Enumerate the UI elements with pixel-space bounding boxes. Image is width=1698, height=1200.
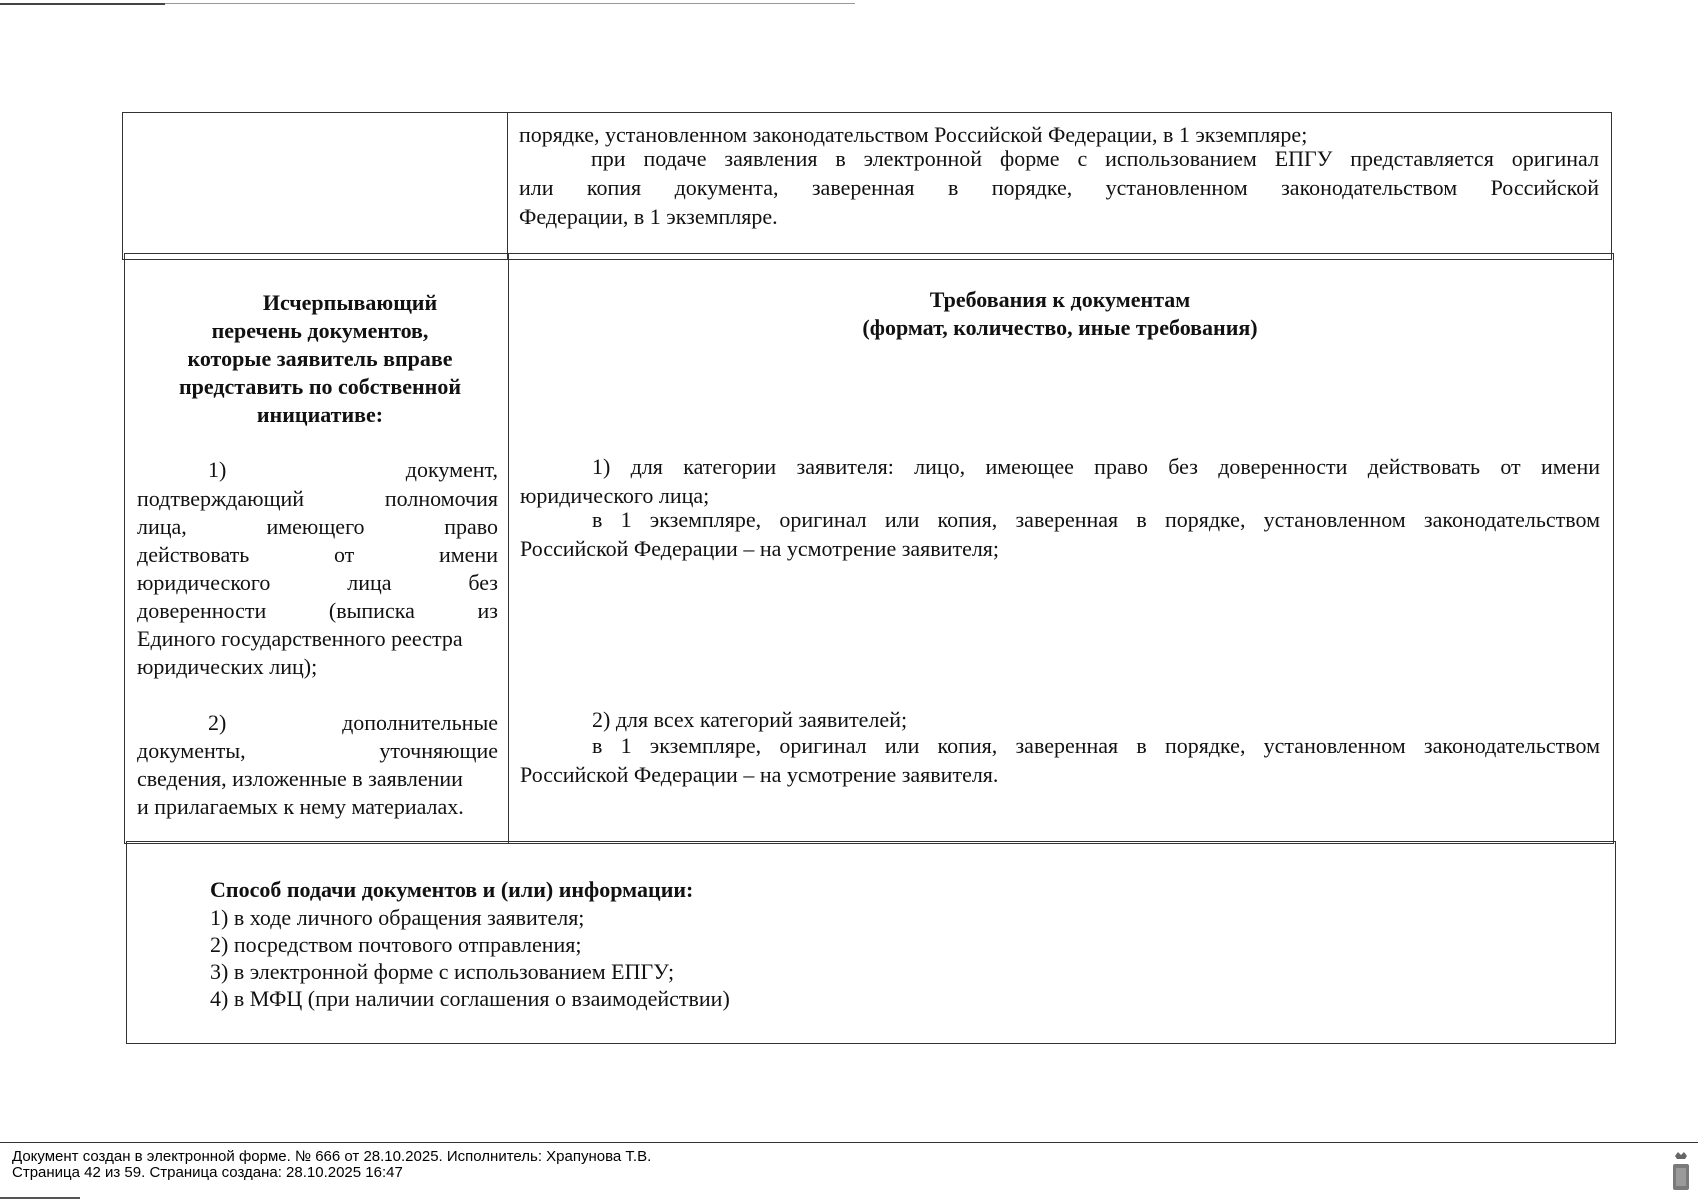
document-footer <box>12 1149 651 1181</box>
submission-method-item: 3) в электронной форме с использованием ЕПГУ; <box>210 959 675 984</box>
scan-artifact-line <box>0 1197 80 1199</box>
top-row-line-1: порядке, установленном законодательством Российской Федерации, в 1 экземпляре; <box>519 122 1308 147</box>
submission-method-item: 1) в ходе личного обращения заявителя; <box>210 905 585 930</box>
footer-line-2: Страница 42 из 59. Страница создана: 28.10.2025 16:47 <box>12 1164 403 1181</box>
scan-artifact-line <box>0 3 165 5</box>
table-column-divider <box>508 253 509 844</box>
footer-divider <box>0 1142 1698 1143</box>
top-row-line-2: при подаче заявления в электронной форме с использованием ЕПГУ представляется оригинал <box>591 146 1599 171</box>
top-row-line-4: Федерации, в 1 экземпляре. <box>519 204 778 229</box>
scan-artifact-line <box>165 3 855 4</box>
top-row-line-3: или копия документа, заверенная в порядке, установленном законодательством Российской <box>519 175 1599 200</box>
coat-of-arms-stamp-icon <box>1671 1150 1691 1192</box>
submission-method-item: 2) посредством почтового отправления; <box>210 932 582 957</box>
submission-method-item: 4) в МФЦ (при наличии соглашения о взаимодействии) <box>210 986 730 1011</box>
submission-methods-heading: Способ подачи документов и (или) информации: <box>210 877 694 902</box>
table-column-divider <box>507 112 508 260</box>
footer-line-1: Документ создан в электронной форме. № 666 от 28.10.2025. Исполнитель: Храпунова Т.В. <box>12 1148 652 1165</box>
